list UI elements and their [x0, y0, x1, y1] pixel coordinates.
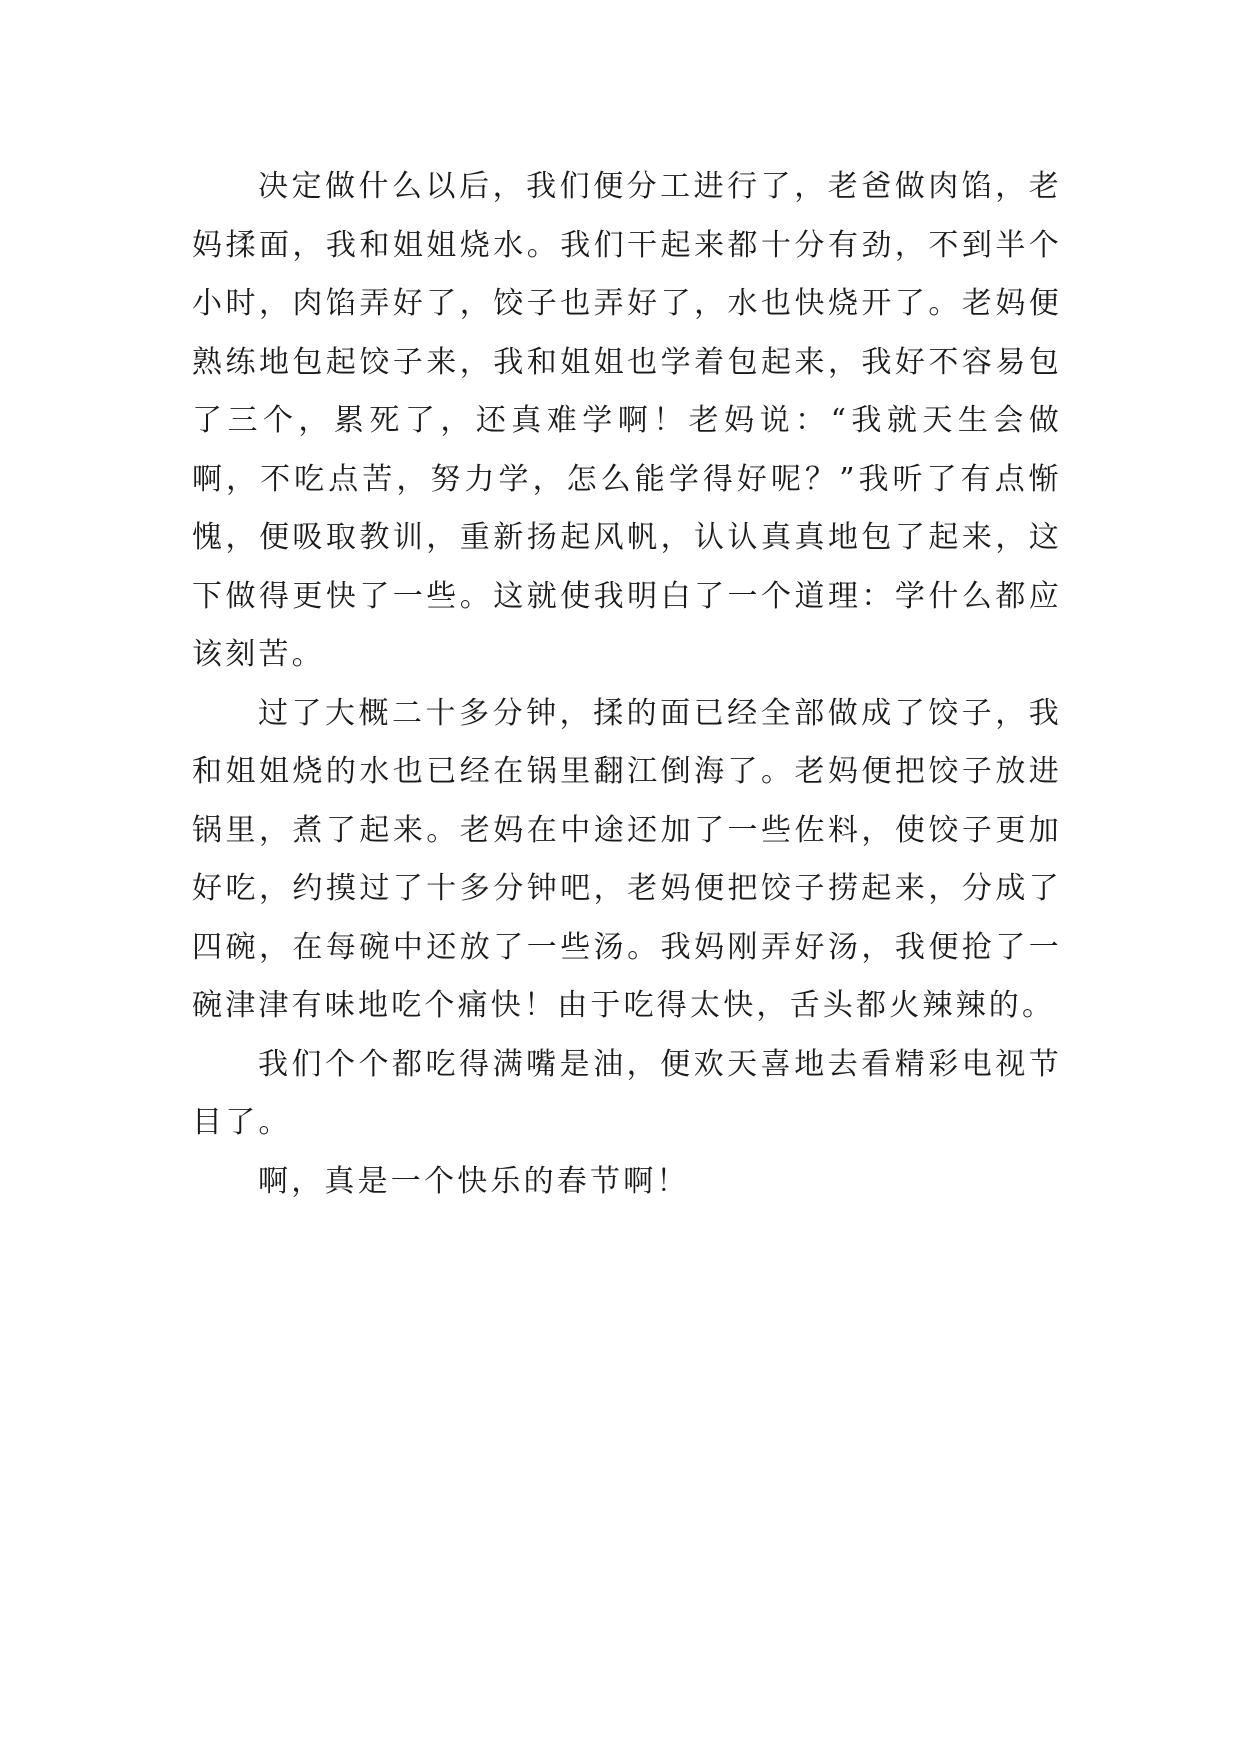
paragraph-closing: 啊，真是一个快乐的春节啊！	[258, 1163, 690, 1199]
paragraph-watching-tv: 我们个个都吃得满嘴是油，便欢天喜地去看精彩电视节目了。	[192, 1046, 1062, 1140]
document-body	[192, 158, 1062, 1211]
paragraph-making-dumplings: 决定做什么以后，我们便分工进行了，老爸做肉馅，老妈揉面，我和姐姐烧水。我们干起来都十分有劲，不到半个小时，肉馅弄好了，饺子也弄好了，水也快烧开了。老妈便熟练地包起饺子来，我和姐姐也学着包起来，我好不容易包了三个，累死了，还真难学啊！老妈说：“我就天生会做啊，不吃点苦，努力学，怎么能学得好呢？”我听了有点惭愧，便吸取教训，重新扬起风帆，认认真真地包了起来，这下做得更快了一些。这就使我明白了一个道理：学什么都应该刻苦。	[192, 169, 1062, 672]
paragraph-cooking-dumplings: 过了大概二十多分钟，揉的面已经全部做成了饺子，我和姐姐烧的水也已经在锅里翻江倒海了。老妈便把饺子放进锅里，煮了起来。老妈在中途还加了一些佐料，使饺子更加好吃，约摸过了十多分钟吧，老妈便把饺子捞起来，分成了四碗，在每碗中还放了一些汤。我妈刚弄好汤，我便抢了一碗津津有味地吃个痛快！由于吃得太快，舌头都火辣辣的。	[192, 695, 1062, 1023]
